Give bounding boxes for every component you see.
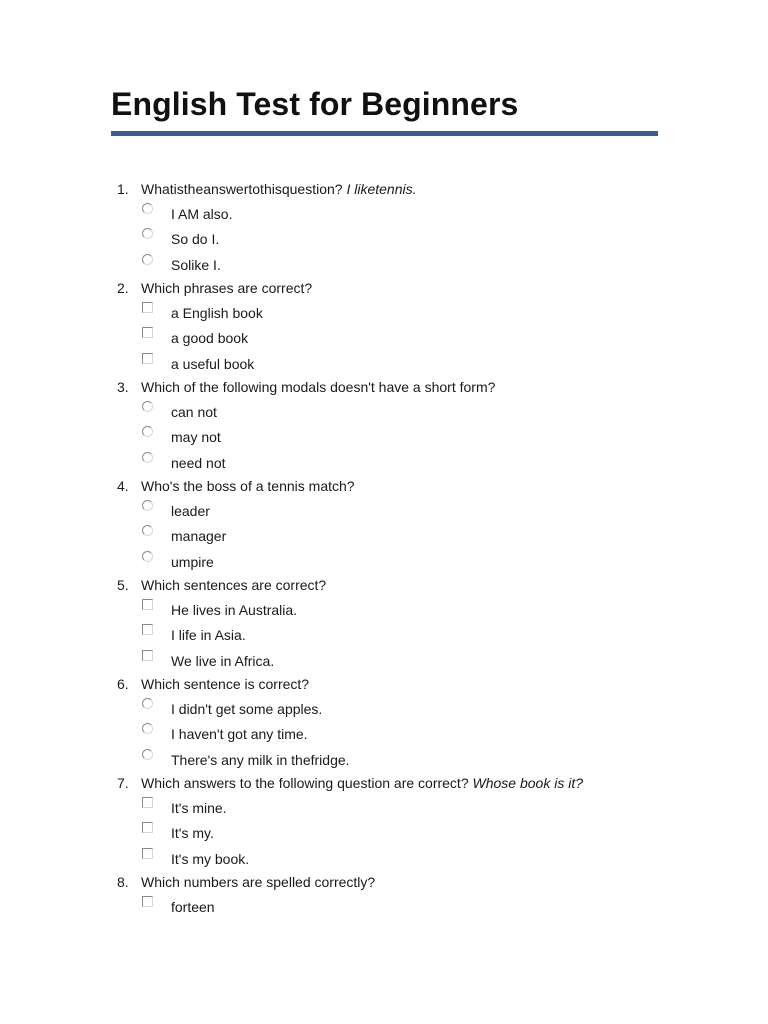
option-label: need not <box>171 454 226 471</box>
question-text: Which numbers are spelled correctly? <box>141 874 376 890</box>
option-label: a good book <box>171 330 249 346</box>
option-label: a useful book <box>171 355 255 372</box>
answer-option[interactable] <box>0 846 768 872</box>
option-label: I haven't got any time. <box>171 726 308 742</box>
option-label: manager <box>171 528 227 544</box>
option-label: It's my book. <box>171 850 250 867</box>
question-text: Which sentence is correct? <box>141 676 310 692</box>
radio-button[interactable] <box>142 254 153 265</box>
answer-option[interactable] <box>0 498 768 524</box>
question-text: Which sentences are correct? <box>141 577 327 593</box>
answer-option[interactable] <box>0 300 768 326</box>
question-row <box>0 871 768 894</box>
question-number: 3. <box>117 379 129 395</box>
page-title: English Test for Beginners <box>111 86 519 122</box>
answer-option[interactable] <box>0 894 768 920</box>
answer-option[interactable] <box>0 523 768 549</box>
radio-button[interactable] <box>142 551 153 562</box>
checkbox[interactable] <box>142 896 153 907</box>
answer-option[interactable] <box>0 820 768 846</box>
question-text-wrapper <box>141 871 375 894</box>
question-row <box>0 178 768 201</box>
answer-option[interactable] <box>0 648 768 674</box>
option-label: He lives in Australia. <box>171 601 298 618</box>
answer-option[interactable] <box>0 747 768 773</box>
option-label: It's mine. <box>171 799 227 816</box>
question-text: Which of the following modals doesn't have a short form? <box>141 379 496 395</box>
question-text-wrapper <box>141 277 312 300</box>
question-text-wrapper <box>141 178 417 201</box>
checkbox[interactable] <box>142 599 153 610</box>
question-list <box>0 178 768 919</box>
answer-option[interactable] <box>0 325 768 351</box>
option-label: I life in Asia. <box>171 627 246 643</box>
question-emphasis: Whose book is it? <box>472 775 583 791</box>
radio-button[interactable] <box>142 500 153 511</box>
option-label: It's my. <box>171 825 214 841</box>
answer-option[interactable] <box>0 721 768 747</box>
option-label: There's any milk in thefridge. <box>171 751 350 768</box>
radio-button[interactable] <box>142 228 153 239</box>
checkbox[interactable] <box>142 848 153 859</box>
checkbox[interactable] <box>142 302 153 313</box>
question-item <box>0 277 768 376</box>
answer-option[interactable] <box>0 622 768 648</box>
question-text-wrapper <box>141 376 495 399</box>
option-label: I AM also. <box>171 205 233 222</box>
question-item <box>0 871 768 919</box>
checkbox[interactable] <box>142 327 153 338</box>
checkbox[interactable] <box>142 353 153 364</box>
question-item <box>0 673 768 772</box>
answer-option[interactable] <box>0 252 768 278</box>
question-item <box>0 772 768 871</box>
answer-option[interactable] <box>0 450 768 476</box>
question-number: 2. <box>117 280 129 296</box>
answer-option[interactable] <box>0 226 768 252</box>
answer-option[interactable] <box>0 399 768 425</box>
option-label: umpire <box>171 553 214 570</box>
question-row <box>0 277 768 300</box>
option-label: forteen <box>171 898 215 915</box>
question-number: 6. <box>117 676 129 692</box>
answer-option[interactable] <box>0 795 768 821</box>
option-label: Solike I. <box>171 256 221 273</box>
question-text: Whatistheanswertothisquestion? <box>141 181 343 197</box>
question-row <box>0 772 768 795</box>
question-number: 5. <box>117 577 129 593</box>
checkbox[interactable] <box>142 624 153 635</box>
question-number: 8. <box>117 874 129 890</box>
checkbox[interactable] <box>142 797 153 808</box>
option-label: We live in Africa. <box>171 652 275 669</box>
answer-option[interactable] <box>0 696 768 722</box>
question-text: Who's the boss of a tennis match? <box>141 478 355 494</box>
radio-button[interactable] <box>142 203 153 214</box>
title-divider <box>111 131 658 136</box>
radio-button[interactable] <box>142 452 153 463</box>
question-text: Which answers to the following question are correct? <box>141 775 469 791</box>
question-number: 1. <box>117 181 129 197</box>
option-label: a English book <box>171 304 263 321</box>
question-item <box>0 574 768 673</box>
radio-button[interactable] <box>142 723 153 734</box>
question-text: Which phrases are correct? <box>141 280 313 296</box>
question-text-wrapper <box>141 574 326 597</box>
question-row <box>0 574 768 597</box>
question-text-wrapper <box>141 475 355 498</box>
answer-option[interactable] <box>0 201 768 227</box>
question-text-wrapper <box>141 673 309 696</box>
radio-button[interactable] <box>142 401 153 412</box>
checkbox[interactable] <box>142 822 153 833</box>
question-number: 7. <box>117 775 129 791</box>
answer-option[interactable] <box>0 351 768 377</box>
question-row <box>0 475 768 498</box>
radio-button[interactable] <box>142 426 153 437</box>
question-item <box>0 376 768 475</box>
question-number: 4. <box>117 478 129 494</box>
option-label: may not <box>171 429 221 445</box>
radio-button[interactable] <box>142 698 153 709</box>
option-label: So do I. <box>171 231 220 247</box>
question-row <box>0 673 768 696</box>
question-item <box>0 475 768 574</box>
answer-option[interactable] <box>0 597 768 623</box>
answer-option[interactable] <box>0 424 768 450</box>
question-text-wrapper <box>141 772 583 795</box>
option-label: I didn't get some apples. <box>171 700 323 717</box>
question-item <box>0 178 768 277</box>
question-emphasis: I liketennis. <box>346 181 417 197</box>
radio-button[interactable] <box>142 525 153 536</box>
option-label: leader <box>171 502 210 519</box>
checkbox[interactable] <box>142 650 153 661</box>
question-row <box>0 376 768 399</box>
option-label: can not <box>171 403 217 420</box>
radio-button[interactable] <box>142 749 153 760</box>
answer-option[interactable] <box>0 549 768 575</box>
